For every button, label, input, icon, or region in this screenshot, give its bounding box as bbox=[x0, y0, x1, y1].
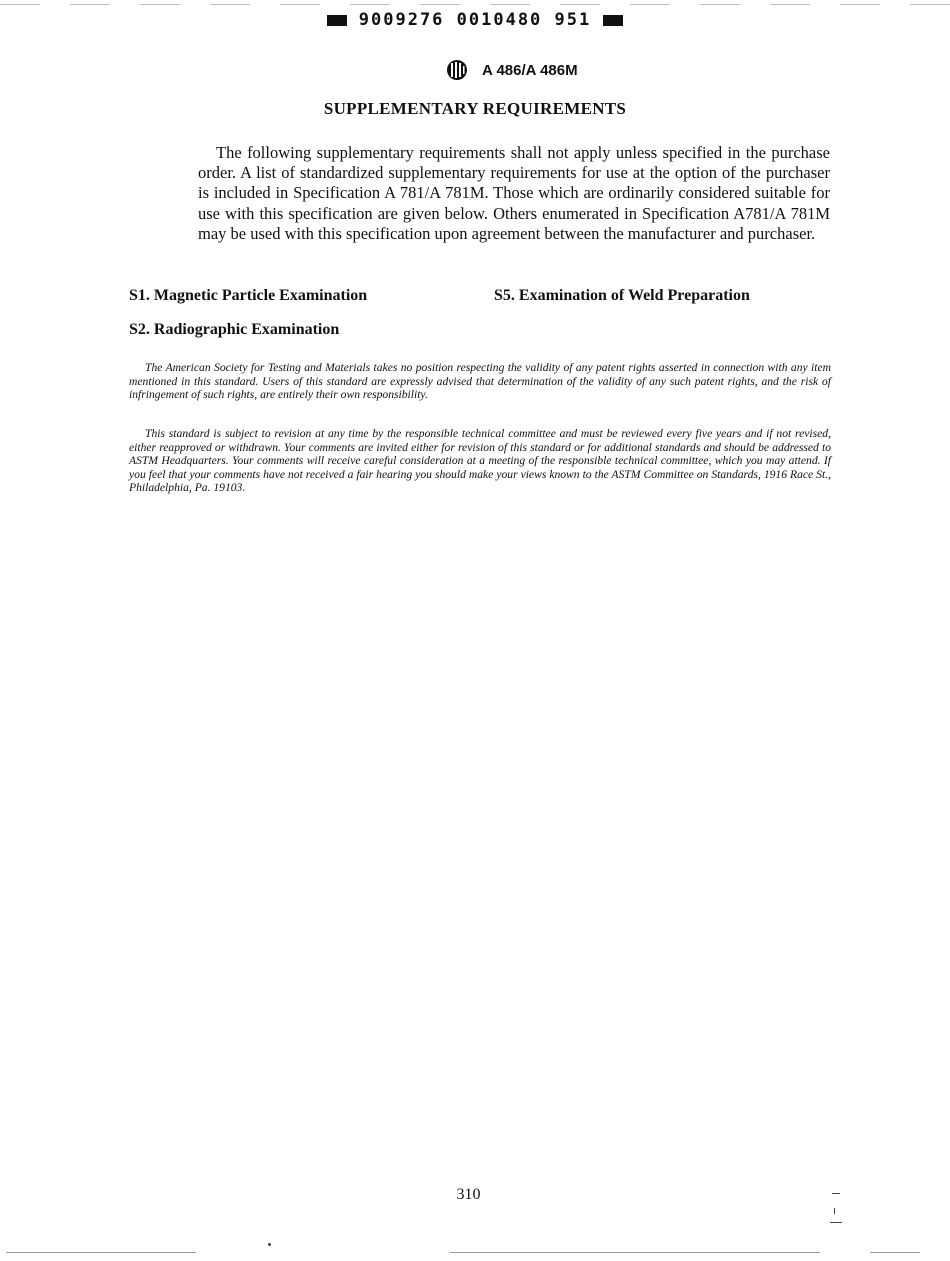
scan-edge-line bbox=[450, 1252, 820, 1253]
requirement-s2: S2. Radiographic Examination bbox=[129, 321, 340, 338]
designation-text: A 486/A 486M bbox=[482, 61, 578, 79]
scan-mark bbox=[830, 1222, 842, 1223]
barcode-block-left bbox=[327, 15, 347, 26]
barcode-text: 9009276 0010480 951 bbox=[358, 10, 592, 30]
scan-edge-line bbox=[0, 4, 950, 5]
scan-edge-line bbox=[6, 1252, 196, 1253]
requirement-s5: S5. Examination of Weld Preparation bbox=[494, 287, 750, 304]
page-number: 310 bbox=[456, 1186, 481, 1203]
intro-paragraph: The following supplementary requirements shall not apply unless specified in the purchase order. A list of standardized supplementary requirements for use at the option of the purchaser is included in Specification A 781/A 781M. Those which are ordinarily considered suitable for use with this specification are given below. Others enumerated in Specification A781/A 781M may be used with this specification upon agreement between the manufacturer and purchaser. bbox=[198, 143, 830, 243]
patent-notice: The American Society for Testing and Materials takes no position respecting the validity of any patent rights asserted in connection with any item mentioned in this standard. Users of this standard are expressly advised that determination of the validity of any such patent rights, and the risk of infringement of such rights, are entirely their own responsibility. bbox=[129, 361, 831, 402]
standard-designation bbox=[446, 59, 578, 81]
scan-mark bbox=[834, 1208, 835, 1214]
barcode-row bbox=[0, 10, 950, 30]
astm-logo-icon bbox=[446, 59, 468, 81]
scan-edge-line bbox=[870, 1252, 920, 1253]
scan-speck bbox=[268, 1243, 271, 1246]
requirement-s1: S1. Magnetic Particle Examination bbox=[129, 287, 368, 304]
page-title: SUPPLEMENTARY REQUIREMENTS bbox=[323, 99, 627, 118]
scan-mark bbox=[832, 1193, 840, 1194]
barcode-block-right bbox=[603, 15, 623, 26]
revision-notice: This standard is subject to revision at any time by the responsible technical committee and must be reviewed every five years and if not revised, either reapproved or withdrawn. Your comments are invited either for revision of this standard or for additional standards and should be addressed to ASTM Headquarters. Your comments will receive careful consideration at a meeting of the responsible technical committee, which you may attend. If you feel that your comments have not received a fair hearing you should make your views known to the ASTM Committee on Standards, 1916 Race St., Philadelphia, Pa. 19103. bbox=[129, 427, 831, 495]
